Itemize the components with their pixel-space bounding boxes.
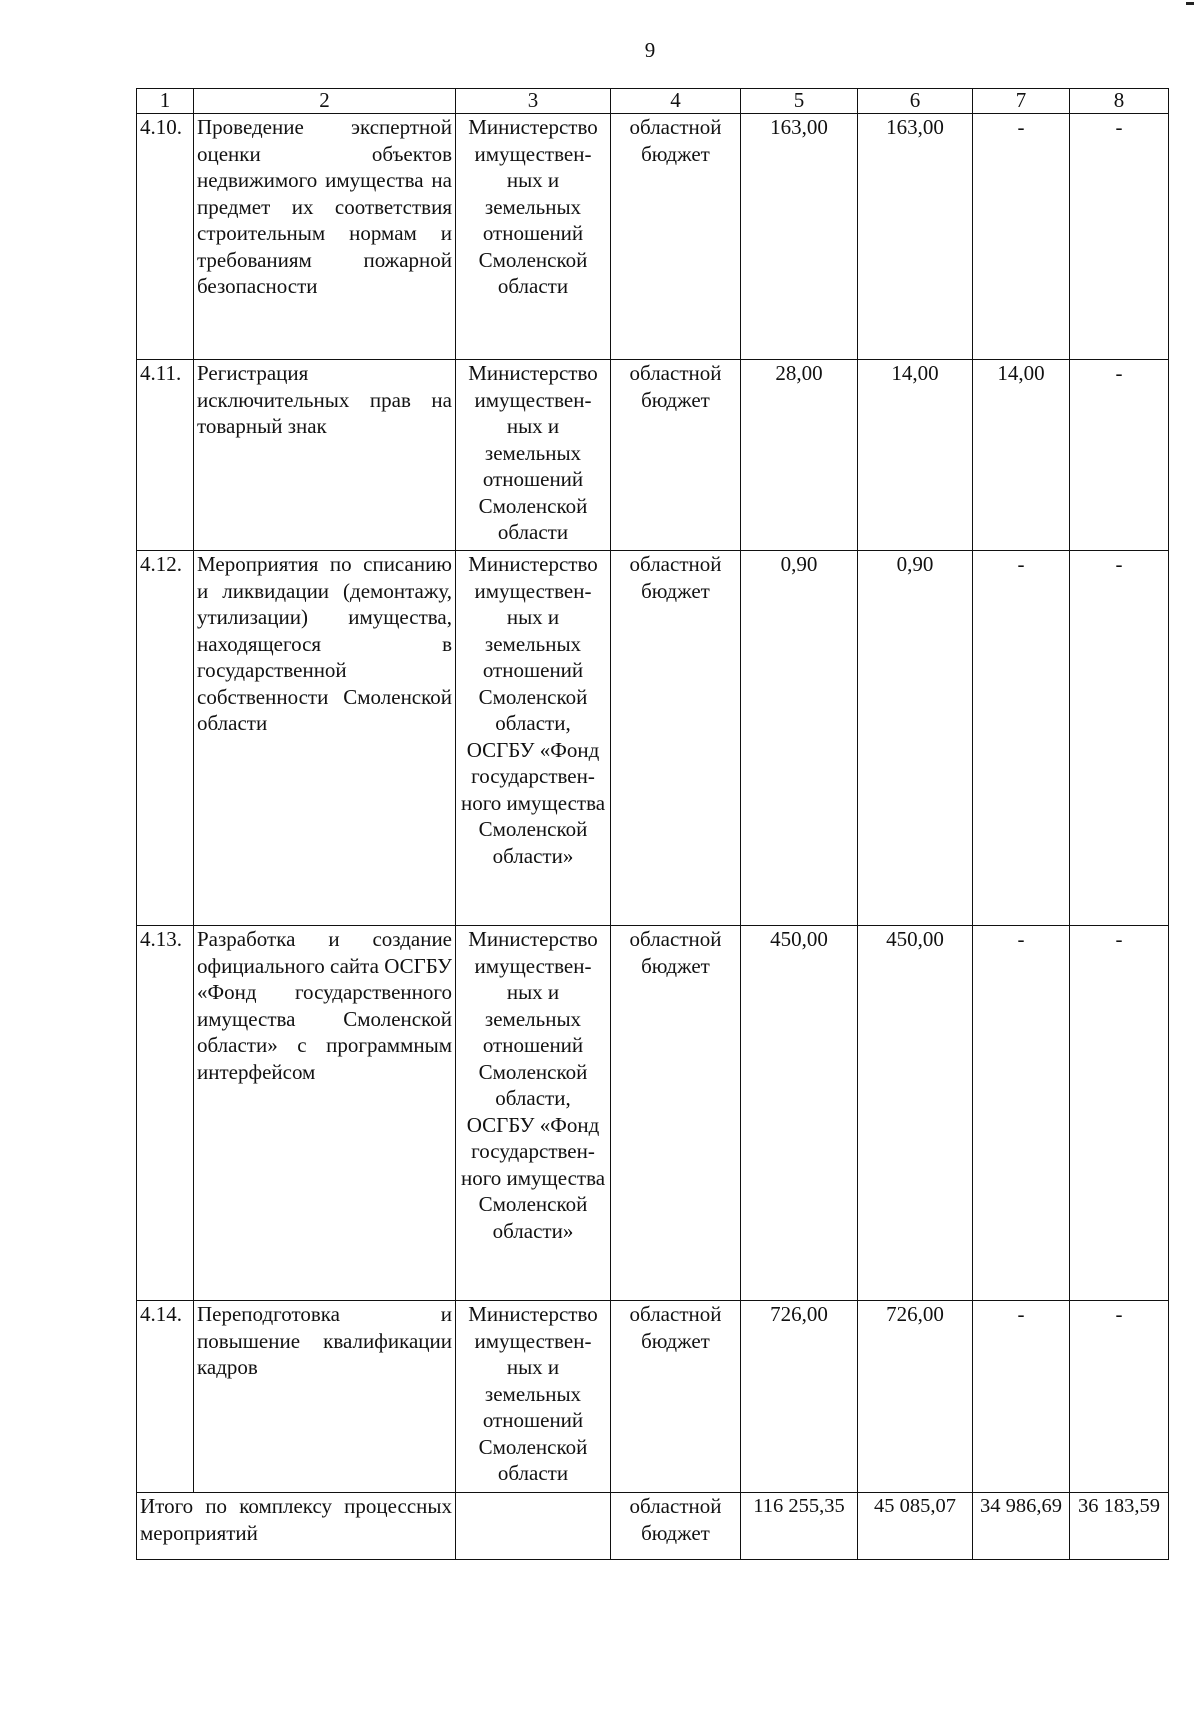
row-funding-source: областной бюджет [611, 1301, 741, 1493]
row-value-col7: - [973, 926, 1070, 1301]
row-number: 4.13. [137, 926, 194, 1301]
row-value-col5: 28,00 [741, 360, 858, 551]
table-row [137, 114, 1169, 360]
header-cell: 5 [741, 89, 858, 114]
row-value-col8: - [1070, 926, 1169, 1301]
row-value-col7: - [973, 551, 1070, 926]
row-description: Разработка и создание официального сайта ОСГБУ «Фонд государственного имущества Смоленской области» с программным интерфейсом [194, 926, 456, 1301]
header-cell: 6 [858, 89, 973, 114]
row-value-col8: - [1070, 360, 1169, 551]
table-row [137, 360, 1169, 551]
row-executor: Министерство имуществен-ных и земельных отношений Смоленской области, ОСГБУ «Фонд государствен-ного имущества Смоленской области» [456, 551, 611, 926]
row-value-col6: 14,00 [858, 360, 973, 551]
row-funding-source: областной бюджет [611, 551, 741, 926]
header-cell: 4 [611, 89, 741, 114]
page-number: 9 [644, 38, 656, 62]
row-value-col6: 0,90 [858, 551, 973, 926]
row-value-col5: 726,00 [741, 1301, 858, 1493]
header-cell: 7 [973, 89, 1070, 114]
total-value-col5: 116 255,35 [741, 1493, 858, 1560]
total-value-col6: 45 085,07 [858, 1493, 973, 1560]
table-row [137, 1301, 1169, 1493]
total-funding-source: областной бюджет [611, 1493, 741, 1560]
scan-corner-mark [1186, 2, 1194, 5]
total-value-col7: 34 986,69 [973, 1493, 1070, 1560]
budget-table [136, 88, 1169, 1560]
row-value-col6: 163,00 [858, 114, 973, 360]
row-number: 4.12. [137, 551, 194, 926]
row-value-col5: 163,00 [741, 114, 858, 360]
total-executor-empty [456, 1493, 611, 1560]
row-value-col7: - [973, 114, 1070, 360]
row-number: 4.11. [137, 360, 194, 551]
row-number: 4.10. [137, 114, 194, 360]
header-cell: 1 [137, 89, 194, 114]
row-value-col5: 450,00 [741, 926, 858, 1301]
row-executor: Министерство имуществен-ных и земельных отношений Смоленской области [456, 1301, 611, 1493]
table-row [137, 551, 1169, 926]
row-description: Переподготовка и повышение квалификации кадров [194, 1301, 456, 1493]
header-cell: 3 [456, 89, 611, 114]
row-value-col8: - [1070, 551, 1169, 926]
row-number: 4.14. [137, 1301, 194, 1493]
row-executor: Министерство имуществен-ных и земельных отношений Смоленской области, ОСГБУ «Фонд государствен-ного имущества Смоленской области» [456, 926, 611, 1301]
row-value-col6: 450,00 [858, 926, 973, 1301]
row-value-col5: 0,90 [741, 551, 858, 926]
row-description: Проведение экспертной оценки объектов недвижимого имущества на предмет их соответствия строительным нормам и требованиям пожарной безопасности [194, 114, 456, 360]
total-label: Итого по комплексу процессных мероприятий [137, 1493, 456, 1560]
header-row [137, 89, 1169, 114]
total-row [137, 1493, 1169, 1560]
header-cell: 2 [194, 89, 456, 114]
row-value-col7: 14,00 [973, 360, 1070, 551]
header-cell: 8 [1070, 89, 1169, 114]
row-description: Регистрация исключительных прав на товарный знак [194, 360, 456, 551]
row-funding-source: областной бюджет [611, 360, 741, 551]
row-funding-source: областной бюджет [611, 114, 741, 360]
row-funding-source: областной бюджет [611, 926, 741, 1301]
row-executor: Министерство имуществен-ных и земельных отношений Смоленской области [456, 360, 611, 551]
row-value-col7: - [973, 1301, 1070, 1493]
row-value-col8: - [1070, 114, 1169, 360]
row-value-col8: - [1070, 1301, 1169, 1493]
row-value-col6: 726,00 [858, 1301, 973, 1493]
table-row [137, 926, 1169, 1301]
row-description: Мероприятия по списанию и ликвидации (демонтажу, утилизации) имущества, находящегося в государственной собственности Смоленской области [194, 551, 456, 926]
row-executor: Министерство имуществен-ных и земельных отношений Смоленской области [456, 114, 611, 360]
total-value-col8: 36 183,59 [1070, 1493, 1169, 1560]
